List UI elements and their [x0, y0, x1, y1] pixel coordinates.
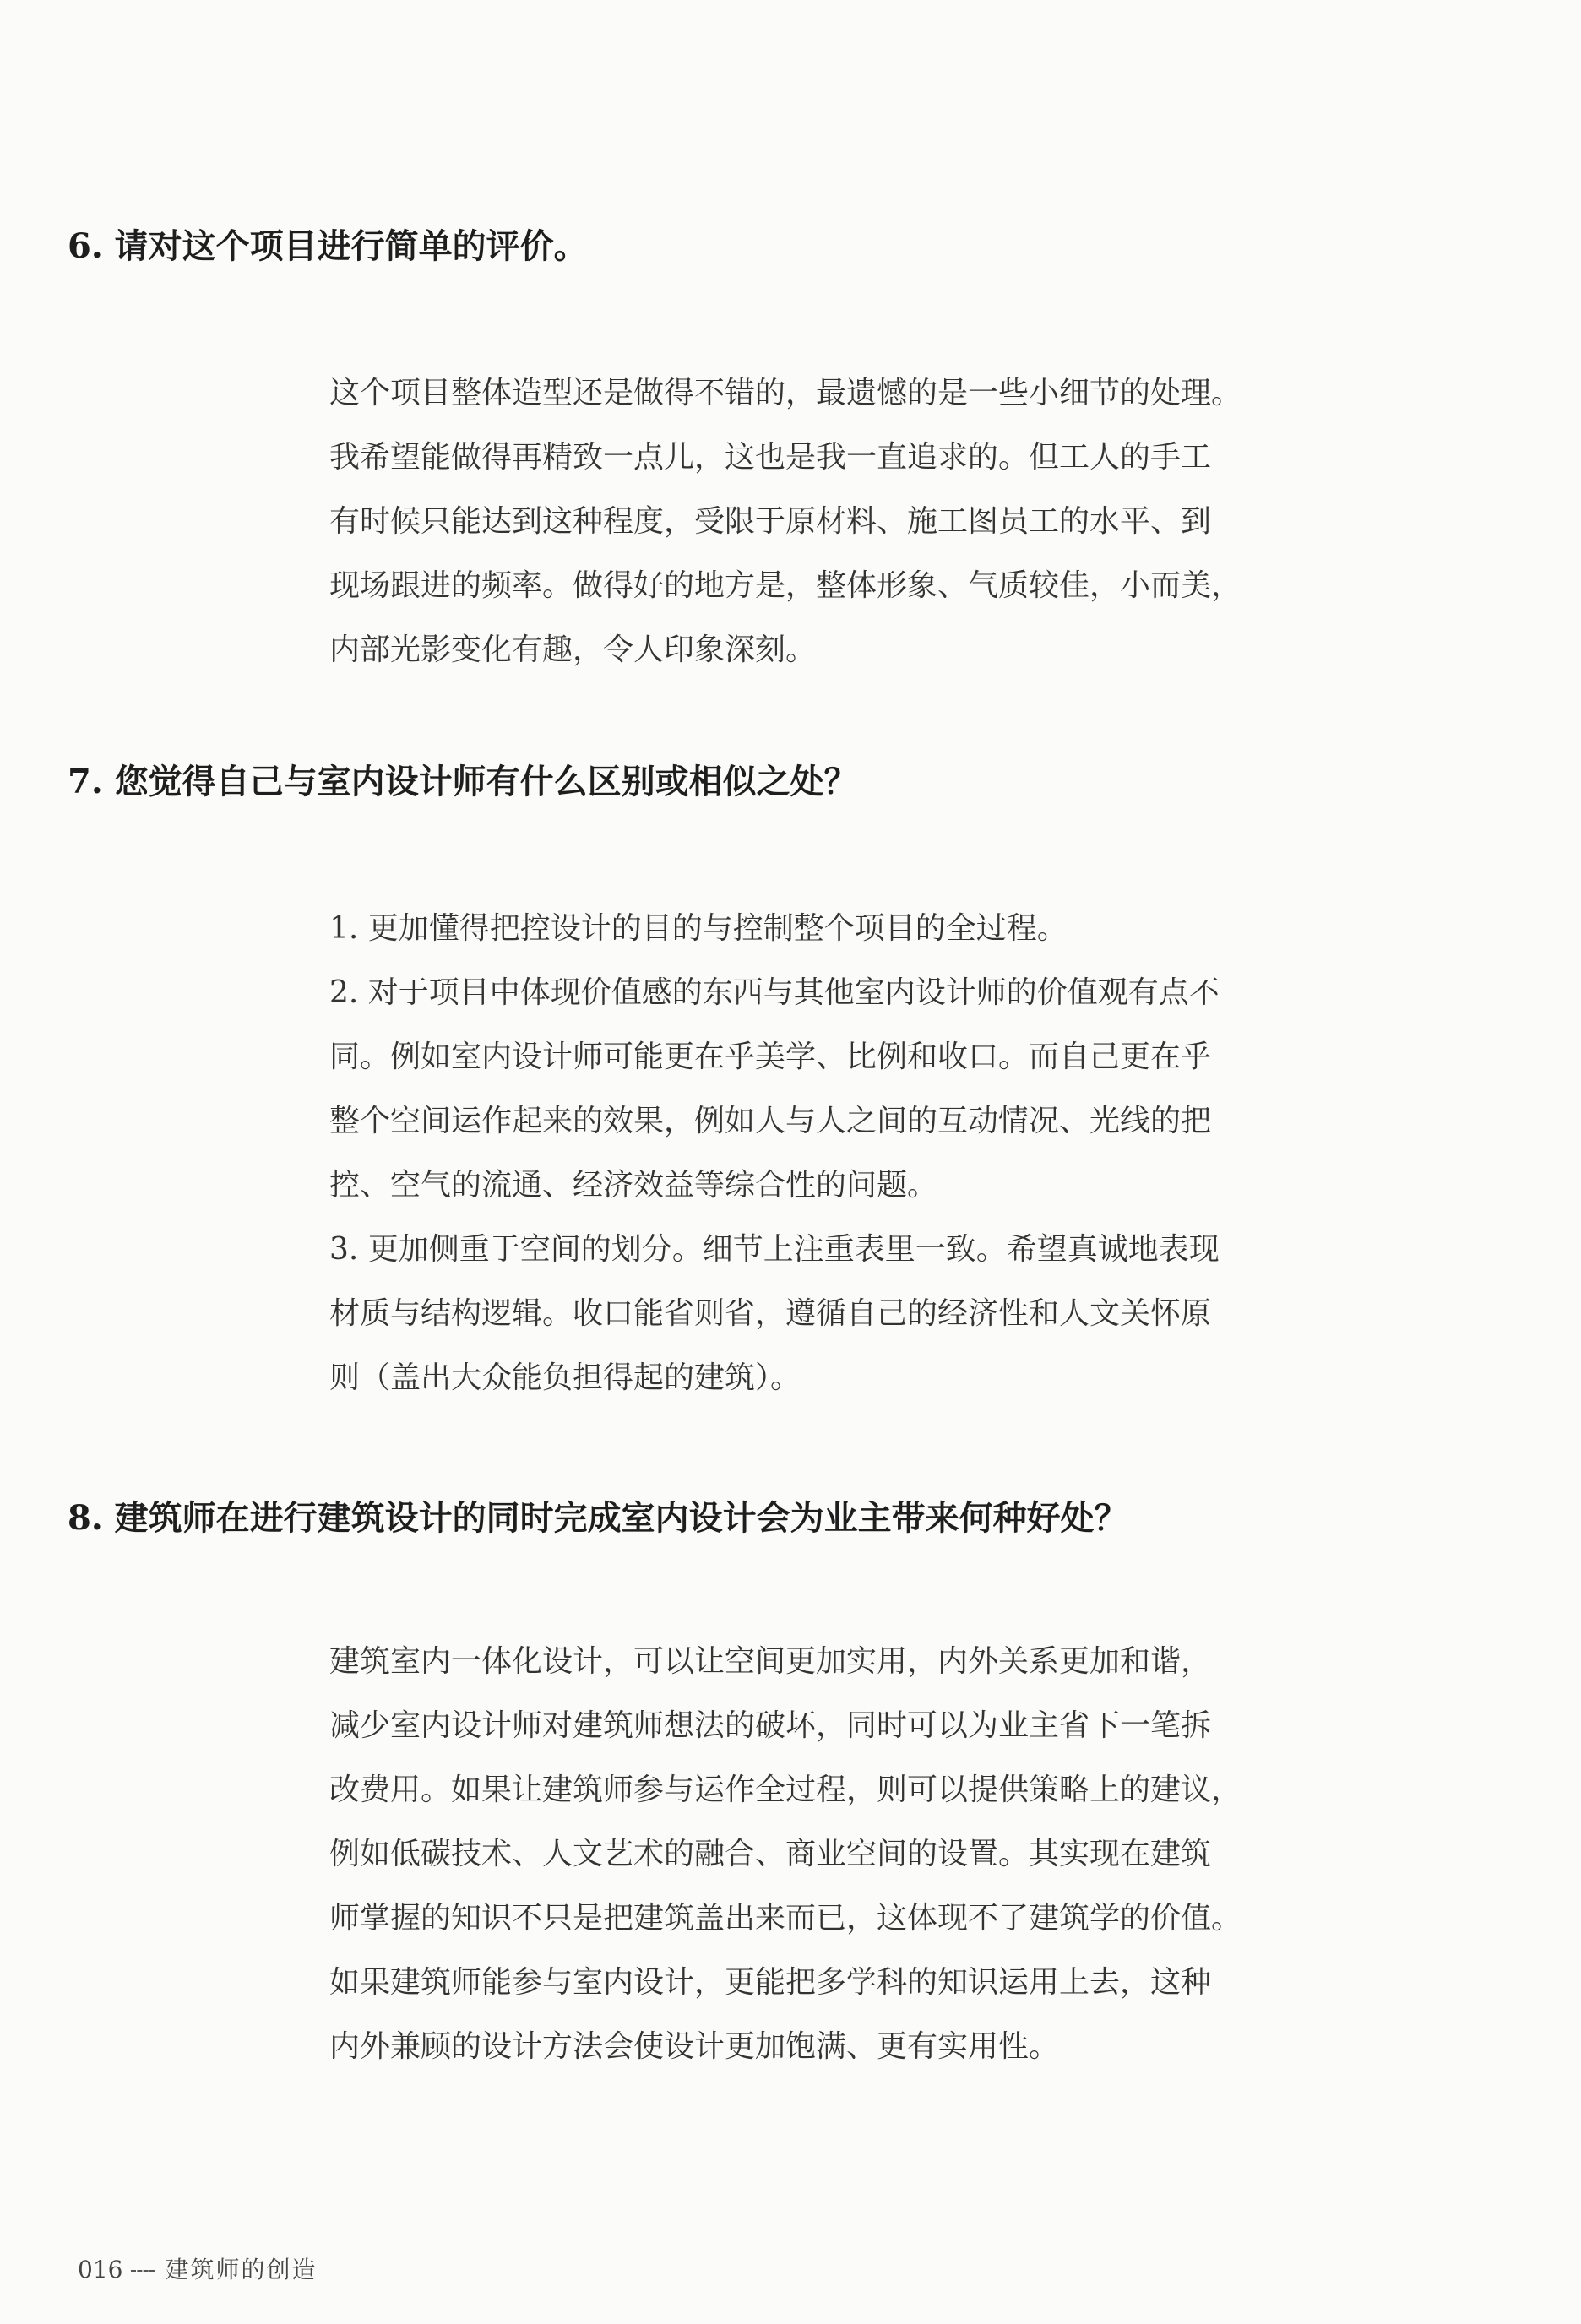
answer-line: 如果建筑师能参与室内设计，更能把多学科的知识运用上去，这种 — [329, 1965, 1212, 2000]
book-title: 建筑师的创造 — [165, 2256, 318, 2283]
page-number: 016 — [78, 2256, 123, 2283]
answer-line: 建筑室内一体化设计，可以让空间更加实用，内外关系更加和谐， — [329, 1644, 1212, 1679]
answer-8-paragraph — [329, 1630, 1267, 2079]
answer-line: 2. 对于项目中体现价值感的东西与其他室内设计师的价值观有点不 — [329, 975, 1220, 1010]
answer-line: 1. 更加懂得把控设计的目的与控制整个项目的全过程。 — [329, 911, 1068, 946]
answer-7-paragraph — [329, 897, 1267, 1410]
answer-line: 内部光影变化有趣，令人印象深刻。 — [329, 633, 817, 667]
question-8-heading: 8. 建筑师在进行建筑设计的同时完成室内设计会为业主带来何种好处？ — [68, 1498, 1128, 1538]
answer-line: 则（盖出大众能负担得起的建筑）。 — [329, 1360, 801, 1395]
answer-line: 现场跟进的频率。做得好的地方是，整体形象、气质较佳，小而美， — [329, 568, 1242, 603]
answer-6-paragraph — [329, 361, 1267, 682]
answer-line: 师掌握的知识不只是把建筑盖出来而已，这体现不了建筑学的价值。 — [329, 1901, 1242, 1936]
answer-line: 这个项目整体造型还是做得不错的，最遗憾的是一些小细节的处理。 — [329, 376, 1242, 410]
answer-line: 有时候只能达到这种程度，受限于原材料、施工图员工的水平、到 — [329, 504, 1212, 539]
answer-line: 整个空间运作起来的效果，例如人与人之间的互动情况、光线的把 — [329, 1104, 1212, 1138]
answer-line: 例如低碳技术、人文艺术的融合、商业空间的设置。其实现在建筑 — [329, 1837, 1212, 1871]
answer-line: 控、空气的流通、经济效益等综合性的问题。 — [329, 1168, 938, 1203]
answer-line: 改费用。如果让建筑师参与运作全过程，则可以提供策略上的建议， — [329, 1773, 1242, 1807]
page-footer — [78, 2255, 317, 2285]
question-6-heading: 6. 请对这个项目进行简单的评价。 — [68, 226, 588, 266]
answer-line: 减少室内设计师对建筑师想法的破坏，同时可以为业主省下一笔拆 — [329, 1708, 1212, 1743]
answer-line: 3. 更加侧重于空间的划分。细节上注重表里一致。希望真诚地表现 — [329, 1232, 1220, 1267]
answer-line: 同。例如室内设计师可能更在乎美学、比例和收口。而自己更在乎 — [329, 1040, 1212, 1074]
answer-line: 材质与结构逻辑。收口能省则省，遵循自己的经济性和人文关怀原 — [329, 1296, 1212, 1331]
answer-line: 我希望能做得再精致一点儿，这也是我一直追求的。但工人的手工 — [329, 440, 1212, 475]
answer-line: 内外兼顾的设计方法会使设计更加饱满、更有实用性。 — [329, 2029, 1060, 2064]
question-7-heading: 7. 您觉得自己与室内设计师有什么区别或相似之处？ — [68, 762, 858, 801]
footer-dash-divider — [131, 2270, 155, 2272]
